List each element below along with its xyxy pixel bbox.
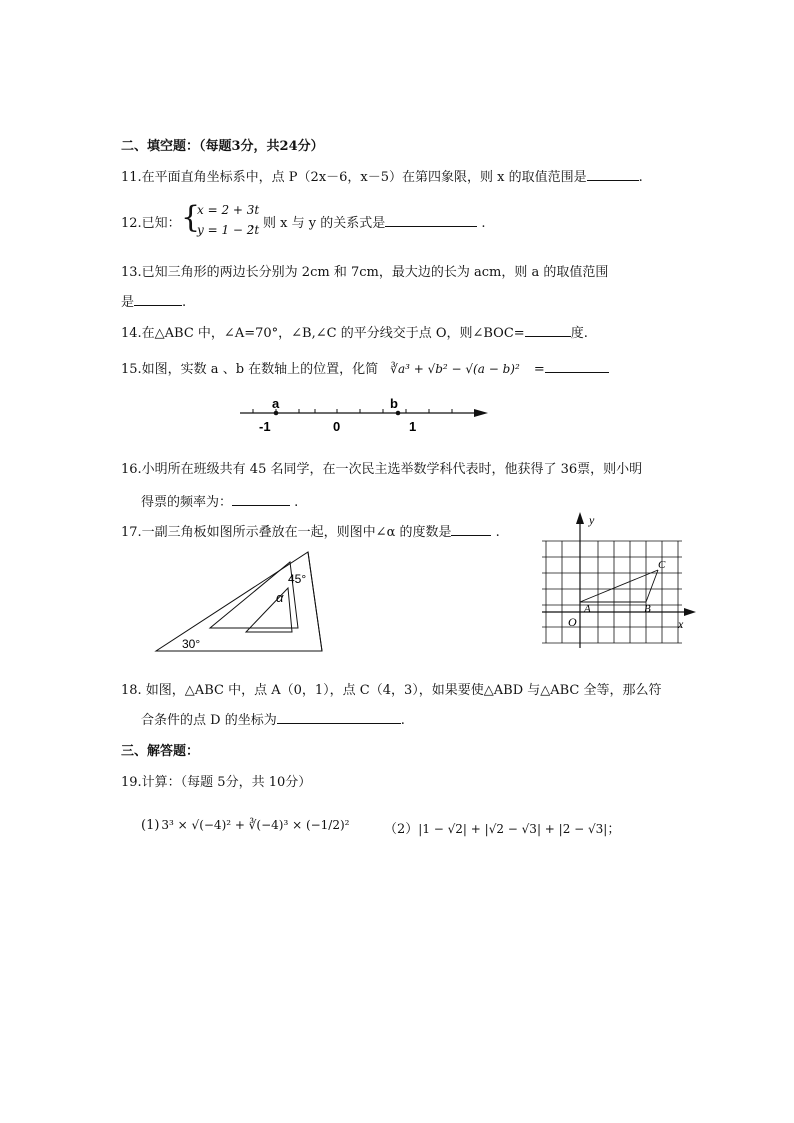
question-18-line1: 18. 如图，△ABC 中，点 A（0，1），点 C（4，3），如果要使△ABD 与△ABC 全等，那么符 — [121, 683, 662, 698]
x-axis-label: x — [678, 617, 684, 631]
angle-alpha-label: α — [276, 590, 284, 605]
system-brace: { — [181, 200, 201, 235]
answer-blank-11[interactable] — [587, 167, 639, 181]
number-line-arrow — [474, 409, 488, 417]
question-13-line1: 13.已知三角形的两边长分别为 2cm 和 7cm，最大边的长为 acm，则 a 的取值范围 — [121, 265, 609, 280]
point-b-label: b — [390, 396, 398, 411]
triangle-30 — [156, 552, 322, 651]
question-12-mid: ，则 x 与 y 的关系式是 . — [250, 212, 486, 231]
tick-label-neg1: -1 — [259, 419, 271, 434]
triangle-set-figure — [150, 548, 330, 656]
tick-label-1: 1 — [409, 419, 417, 434]
question-16-line2: 得票的频率为： . — [141, 491, 298, 510]
part1-expression: 3³ × √(−4)² + ∛(−4)³ × (−1/2)² — [161, 818, 350, 832]
fill-section-title: 二、填空题：（每题3分，共24分） — [121, 139, 324, 154]
angle-45-label: 45° — [288, 572, 307, 586]
system-eq1: x = 2 + 3t — [197, 203, 260, 217]
point-a-grid-label: A — [584, 603, 591, 615]
question-11-end: . — [638, 170, 643, 185]
question-19-part2: （2）|1 − √2| + |√2 − √3| + |2 − √3|； — [384, 822, 621, 837]
origin-label: O — [568, 615, 577, 629]
answer-blank-17[interactable] — [451, 522, 491, 536]
answer-blank-12[interactable] — [385, 213, 477, 227]
question-13-line2: 是 . — [121, 291, 186, 310]
solve-section-title: 三、解答题： — [121, 744, 200, 759]
question-17: 17.一副三角板如图所示叠放在一起，则图中∠α 的度数是 . — [121, 521, 500, 540]
answer-blank-13[interactable] — [134, 292, 182, 306]
point-c-label: C — [658, 559, 666, 571]
tick-label-0: 0 — [333, 419, 341, 434]
point-b-dot — [396, 411, 401, 416]
answer-blank-16[interactable] — [232, 492, 290, 506]
system-eq2: y = 1 − 2t — [197, 223, 260, 237]
question-15: 15.如图，实数 a 、b 在数轴上的位置，化简 ∛a³ + √b² − √(a − b)² = — [121, 358, 609, 377]
answer-blank-18[interactable] — [277, 710, 401, 724]
angle-30-label: 30° — [182, 637, 201, 651]
question-19-title: 19.计算：（每题 5分，共 10分） — [121, 775, 312, 790]
question-11 — [121, 166, 643, 185]
question-19-part1: (1) 3³ × √(−4)² + ∛(−4)³ × (−1/2)² — [141, 818, 350, 833]
point-b-grid-label: B — [644, 603, 651, 615]
grid-figure — [540, 508, 700, 650]
question-12-prefix: 12.已知： — [121, 216, 181, 231]
question-16-line1: 16.小明所在班级共有 45 名同学，在一次民主选举数学科代表时，他获得了 36票，则小明 — [121, 462, 643, 477]
question-11-text: 11.在平面直角坐标系中，点 P（2x－6，x－5）在第四象限，则 x 的取值范围是 — [121, 170, 587, 185]
question-18-line2: 合条件的点 D 的坐标为 . — [141, 709, 405, 728]
answer-blank-14[interactable] — [525, 323, 571, 337]
part2-expression: |1 − √2| + |√2 − √3| + |2 − √3| — [418, 822, 608, 836]
number-line-figure — [230, 392, 500, 438]
answer-blank-15[interactable] — [545, 359, 609, 373]
question-14: 14.在△ABC 中，∠A=70°，∠B,∠C 的平分线交于点 O，则∠BOC= 度. — [121, 322, 588, 341]
point-a-label: a — [272, 396, 280, 411]
y-axis-label: y — [589, 513, 595, 527]
simplify-expression: ∛a³ + √b² − √(a − b)² — [390, 362, 520, 376]
triangle-inner — [246, 588, 292, 632]
triangle-45-outer — [210, 562, 298, 628]
point-a-dot — [274, 411, 279, 416]
